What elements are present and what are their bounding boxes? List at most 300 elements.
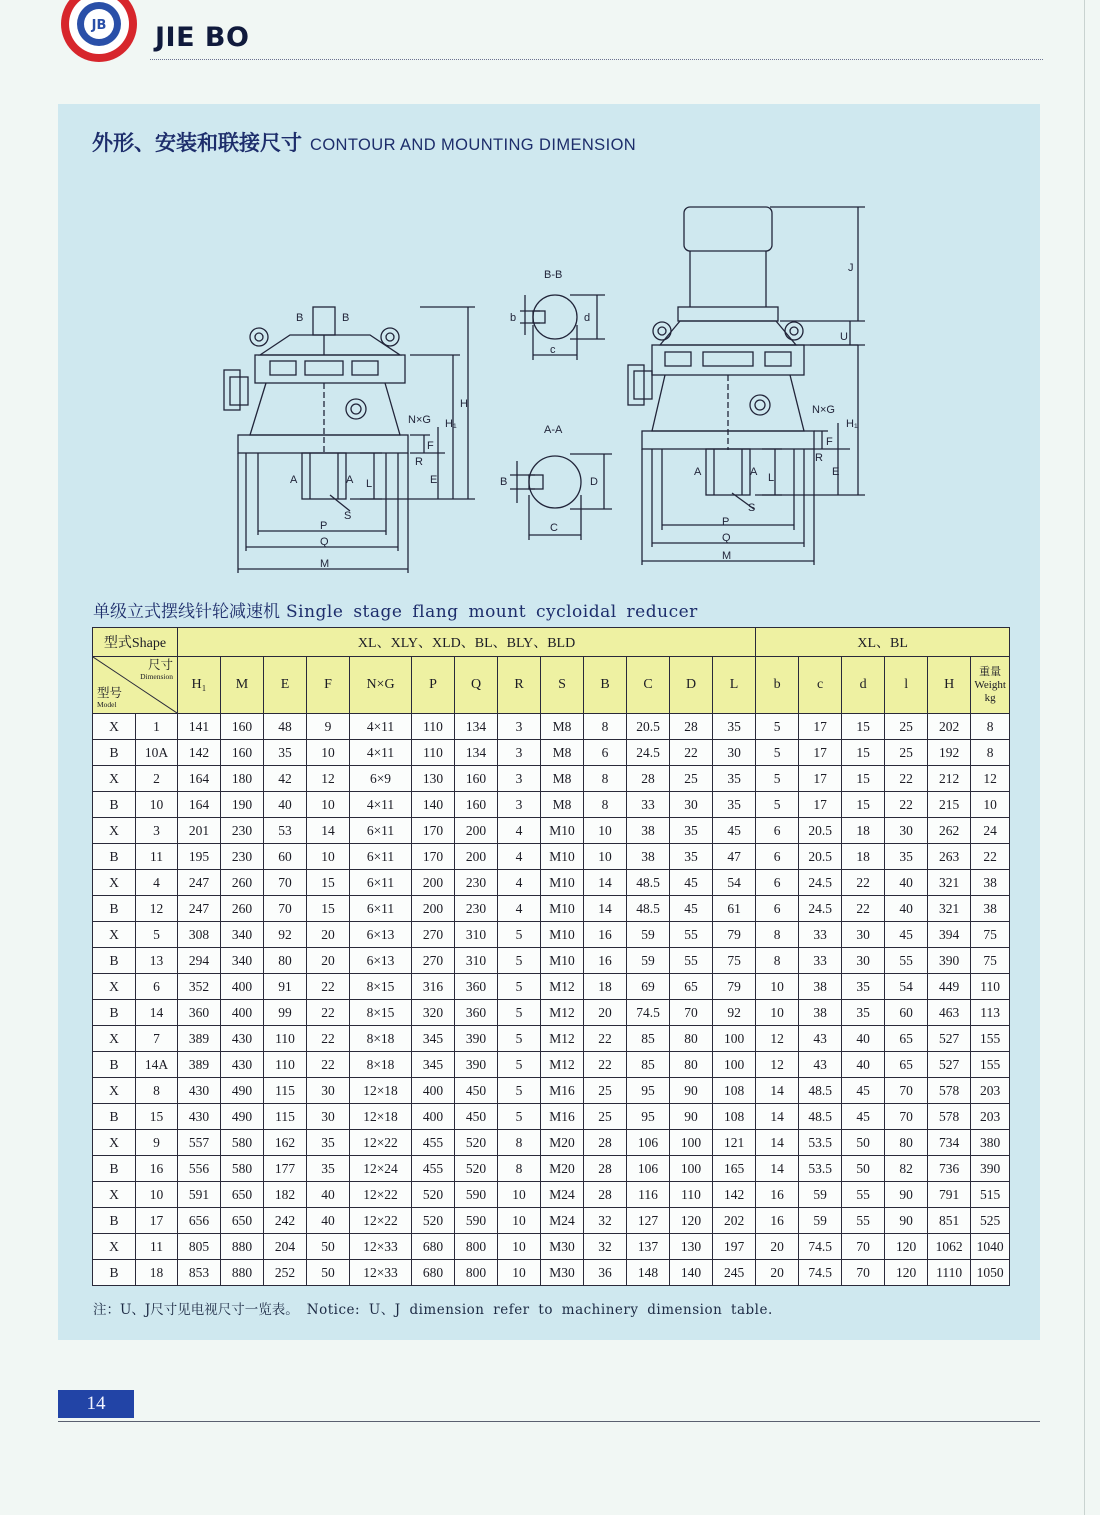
table-cell: 5 [756,792,799,818]
table-cell: M12 [541,1026,584,1052]
dimension-table [92,627,1010,1286]
table-cell: 162 [264,1130,307,1156]
model-number-cell: 10A [136,740,178,766]
table-cell: 100 [670,1130,713,1156]
dim-label: C [550,522,558,534]
table-cell: 580 [221,1156,264,1182]
table-cell: M16 [541,1104,584,1130]
table-cell: 53 [264,818,307,844]
column-header: M [221,657,264,714]
corner-model-cn: 型号 [97,686,123,700]
shape-label: 型式Shape [93,628,178,657]
table-cell: 95 [627,1078,670,1104]
table-cell: 10 [584,844,627,870]
table-cell: 8×15 [350,974,412,1000]
table-cell: 24 [971,818,1010,844]
left-reducer-drawing [224,307,475,573]
table-cell: 242 [264,1208,307,1234]
table-cell: 12×22 [350,1130,412,1156]
table-cell: 791 [928,1182,971,1208]
table-cell: M10 [541,922,584,948]
table-cell: 10 [584,818,627,844]
table-cell: M24 [541,1182,584,1208]
table-cell: 260 [221,896,264,922]
table-cell: M30 [541,1260,584,1286]
table-cell: M10 [541,818,584,844]
dim-label: L [768,472,775,484]
dim-label: B [296,312,304,324]
page-edge-line [1084,0,1085,1515]
table-cell: 8 [756,948,799,974]
table-cell: 14 [584,870,627,896]
table-cell: 736 [928,1156,971,1182]
table-cell: 800 [455,1260,498,1286]
model-number-cell: 9 [136,1130,178,1156]
table-cell: 6 [756,844,799,870]
model-type-cell: X [93,714,136,740]
table-cell: 14 [756,1156,799,1182]
table-cell: 578 [928,1078,971,1104]
table-cell: 800 [455,1234,498,1260]
table-cell: 70 [670,1000,713,1026]
table-cell: 5 [756,766,799,792]
column-header: b [756,657,799,714]
table-cell: 33 [799,948,842,974]
table-cell: 12×18 [350,1104,412,1130]
table-cell: 35 [670,818,713,844]
table-cell: 6×11 [350,844,412,870]
table-cell: 43 [799,1052,842,1078]
table-cell: 17 [799,766,842,792]
dim-label: L [366,478,373,490]
table-cell: 40 [842,1026,885,1052]
table-cell: 12×33 [350,1234,412,1260]
table-title [93,597,698,622]
model-number-cell: 11 [136,844,178,870]
table-cell: 115 [264,1104,307,1130]
table-cell: M12 [541,974,584,1000]
dim-label: N×G [408,414,431,426]
table-cell: 28 [584,1156,627,1182]
table-cell: 70 [885,1104,928,1130]
table-cell: 6×13 [350,922,412,948]
table-cell: 35 [307,1156,350,1182]
table-cell: 24.5 [627,740,670,766]
table-cell: 40 [885,896,928,922]
table-cell: 215 [928,792,971,818]
brand-name: JIE BO [155,22,250,53]
table-cell: 20 [584,1000,627,1026]
table-cell: 5 [498,1078,541,1104]
table-cell: 520 [455,1156,498,1182]
table-cell: 5 [498,1104,541,1130]
model-number-cell: 17 [136,1208,178,1234]
table-cell: 38 [799,974,842,1000]
table-cell: 22 [971,844,1010,870]
table-cell: 75 [971,948,1010,974]
model-number-cell: 2 [136,766,178,792]
table-cell: 20.5 [799,844,842,870]
table-cell: 55 [842,1208,885,1234]
table-cell: 6 [584,740,627,766]
section-title-bb: B-B [544,269,563,281]
model-type-cell: X [93,1078,136,1104]
table-cell: 53.5 [799,1130,842,1156]
table-cell: 30 [307,1078,350,1104]
section-title-cn: 外形、安装和联接尺寸 [92,131,302,155]
table-cell: 30 [842,948,885,974]
table-cell: 165 [713,1156,756,1182]
table-cell: 17 [799,740,842,766]
table-cell: 308 [178,922,221,948]
table-cell: 59 [799,1182,842,1208]
table-cell: M10 [541,844,584,870]
table-cell: 22 [307,1026,350,1052]
table-cell: 80 [885,1130,928,1156]
table-cell: 320 [412,1000,455,1026]
column-header: B [584,657,627,714]
dim-label: P [320,520,328,532]
table-cell: 22 [584,1052,627,1078]
table-cell: 110 [412,714,455,740]
table-cell: 47 [713,844,756,870]
table-cell: 15 [842,792,885,818]
column-header: R [498,657,541,714]
table-cell: 12 [756,1026,799,1052]
table-cell: 430 [221,1052,264,1078]
table-cell: 200 [412,870,455,896]
table-cell: 851 [928,1208,971,1234]
table-row [93,818,1010,844]
table-cell: 360 [455,974,498,1000]
table-cell: 95 [627,1104,670,1130]
table-cell: M16 [541,1078,584,1104]
table-cell: 48.5 [627,870,670,896]
table-cell: 270 [412,948,455,974]
table-cell: 30 [713,740,756,766]
table-cell: 10 [756,974,799,1000]
table-cell: 28 [670,714,713,740]
table-cell: 310 [455,922,498,948]
table-cell: 45 [842,1104,885,1130]
table-cell: 28 [627,766,670,792]
table-cell: 200 [455,818,498,844]
table-cell: 5 [498,1052,541,1078]
table-cell: 316 [412,974,455,1000]
model-number-cell: 13 [136,948,178,974]
dim-label: B [500,476,508,488]
table-cell: 680 [412,1234,455,1260]
table-cell: 490 [221,1104,264,1130]
table-cell: 38 [627,844,670,870]
model-type-cell: B [93,1104,136,1130]
table-cell: 15 [842,766,885,792]
table-cell: 680 [412,1260,455,1286]
column-header: F [307,657,350,714]
table-cell: 90 [885,1182,928,1208]
table-row [93,896,1010,922]
table-cell: 12×33 [350,1260,412,1286]
table-cell: 155 [971,1052,1010,1078]
table-cell: 6 [756,870,799,896]
table-cell: 270 [412,922,455,948]
table-cell: 48.5 [627,896,670,922]
dim-label: A [750,466,758,478]
dim-label: E [832,466,840,478]
model-type-cell: X [93,1234,136,1260]
dim-label: b [510,312,517,324]
table-cell: 6 [756,818,799,844]
table-row [93,1052,1010,1078]
table-cell: 389 [178,1026,221,1052]
dim-label: R [815,452,823,464]
table-cell: 70 [885,1078,928,1104]
table-cell: 160 [455,792,498,818]
column-header: N×G [350,657,412,714]
footer-rule [58,1421,1040,1422]
table-cell: 3 [498,766,541,792]
table-cell: 3 [498,740,541,766]
group-header-xl-bl: XL、BL [756,628,1010,657]
table-cell: 14 [756,1078,799,1104]
table-cell: 520 [412,1208,455,1234]
model-number-cell: 11 [136,1234,178,1260]
table-cell: 25 [885,714,928,740]
table-cell: 43 [799,1026,842,1052]
table-cell: 650 [221,1182,264,1208]
dim-label: B [342,312,350,324]
table-cell: 25 [670,766,713,792]
table-cell: 578 [928,1104,971,1130]
table-cell: 35 [670,844,713,870]
model-number-cell: 1 [136,714,178,740]
table-cell: 25 [584,1078,627,1104]
table-cell: 182 [264,1182,307,1208]
table-cell: 6 [756,896,799,922]
table-cell: 4×11 [350,792,412,818]
table-cell: 6×9 [350,766,412,792]
table-cell: M10 [541,896,584,922]
table-cell: 17 [799,792,842,818]
table-cell: 310 [455,948,498,974]
technical-drawings [210,195,890,585]
dim-label: Q [722,532,731,544]
table-cell: 20.5 [799,818,842,844]
table-cell: 48.5 [799,1078,842,1104]
table-cell: 380 [971,1130,1010,1156]
table-row [93,974,1010,1000]
model-number-cell: 10 [136,792,178,818]
table-cell: 10 [971,792,1010,818]
table-cell: 400 [221,1000,264,1026]
table-row [93,1078,1010,1104]
table-cell: 22 [307,974,350,1000]
table-cell: 16 [584,922,627,948]
table-cell: 3 [498,792,541,818]
section-title [92,127,636,157]
table-cell: 65 [670,974,713,1000]
table-cell: 202 [928,714,971,740]
table-cell: 400 [221,974,264,1000]
dim-label: E [430,474,438,486]
table-cell: 8 [971,740,1010,766]
table-cell: 200 [455,844,498,870]
table-cell: 134 [455,740,498,766]
table-cell: 12 [307,766,350,792]
table-cell: 141 [178,714,221,740]
table-cell: 140 [670,1260,713,1286]
column-header: Q [455,657,498,714]
table-cell: 360 [455,1000,498,1026]
table-cell: 55 [885,948,928,974]
table-cell: 10 [498,1260,541,1286]
section-title-aa: A-A [544,424,563,436]
table-cell: 400 [412,1078,455,1104]
table-cell: 130 [412,766,455,792]
table-cell: 8 [971,714,1010,740]
table-cell: 16 [756,1208,799,1234]
table-cell: 106 [627,1130,670,1156]
model-type-cell: B [93,1260,136,1286]
table-cell: 30 [842,922,885,948]
table-cell: 61 [713,896,756,922]
table-cell: 16 [756,1182,799,1208]
model-number-cell: 14A [136,1052,178,1078]
model-number-cell: 12 [136,896,178,922]
table-row [93,1156,1010,1182]
weight-header [971,657,1010,714]
model-number-cell: 10 [136,1182,178,1208]
table-cell: 197 [713,1234,756,1260]
column-header: D [670,657,713,714]
table-cell: 24.5 [799,870,842,896]
dim-label: H₁ [445,418,457,430]
model-number-cell: 3 [136,818,178,844]
table-cell: 14 [756,1104,799,1130]
table-row [93,948,1010,974]
table-cell: 8×18 [350,1026,412,1052]
table-cell: M20 [541,1156,584,1182]
table-cell: 203 [971,1078,1010,1104]
table-cell: 450 [455,1104,498,1130]
footnote [93,1298,773,1318]
table-row [93,1234,1010,1260]
weight-header-unit: kg [984,691,996,704]
group-header-main: XL、XLY、XLD、BL、BLY、BLD [178,628,756,657]
table-cell: 389 [178,1052,221,1078]
table-cell: 75 [971,922,1010,948]
table-cell: 48.5 [799,1104,842,1130]
table-cell: 92 [713,1000,756,1026]
table-cell: 160 [221,740,264,766]
dim-label: M [320,558,330,570]
table-cell: 880 [221,1260,264,1286]
company-logo [58,0,140,66]
table-cell: 12×24 [350,1156,412,1182]
table-cell: 54 [713,870,756,896]
table-cell: 10 [307,792,350,818]
table-cell: 36 [584,1260,627,1286]
table-cell: 12×22 [350,1208,412,1234]
model-type-cell: X [93,922,136,948]
table-cell: 120 [670,1208,713,1234]
table-cell: 200 [412,896,455,922]
table-cell: 33 [799,922,842,948]
table-cell: 880 [221,1234,264,1260]
table-cell: 170 [412,844,455,870]
table-cell: 40 [307,1182,350,1208]
model-type-cell: B [93,1156,136,1182]
table-cell: 38 [627,818,670,844]
table-cell: 230 [455,870,498,896]
table-cell: 24.5 [799,896,842,922]
table-cell: 48 [264,714,307,740]
table-cell: 345 [412,1026,455,1052]
table-title-cn: 单级立式摆线针轮减速机 [93,602,280,622]
table-cell: 455 [412,1156,455,1182]
table-cell: 65 [885,1026,928,1052]
table-header-columns-row [93,657,1010,714]
table-row [93,714,1010,740]
table-cell: 580 [221,1130,264,1156]
column-header: S [541,657,584,714]
table-cell: 55 [670,948,713,974]
dim-label: A [346,474,354,486]
table-cell: 35 [713,714,756,740]
table-cell: 212 [928,766,971,792]
table-cell: 14 [307,818,350,844]
table-cell: 656 [178,1208,221,1234]
table-cell: 556 [178,1156,221,1182]
table-cell: M10 [541,870,584,896]
table-cell: 390 [928,948,971,974]
table-cell: 70 [842,1260,885,1286]
corner-header [93,657,178,714]
table-cell: 10 [498,1208,541,1234]
table-cell: 45 [670,896,713,922]
table-cell: 590 [455,1208,498,1234]
table-cell: 120 [885,1260,928,1286]
table-cell: 430 [178,1078,221,1104]
table-cell: 32 [584,1208,627,1234]
table-cell: 17 [799,714,842,740]
table-cell: 6×13 [350,948,412,974]
table-cell: 203 [971,1104,1010,1130]
table-cell: 110 [670,1182,713,1208]
column-header: c [799,657,842,714]
table-cell: 5 [756,740,799,766]
table-cell: 170 [412,818,455,844]
model-type-cell: X [93,1026,136,1052]
table-cell: 455 [412,1130,455,1156]
table-cell: 390 [455,1026,498,1052]
table-cell: 16 [584,948,627,974]
table-cell: M30 [541,1234,584,1260]
corner-model-en: Model [97,700,117,709]
model-number-cell: 5 [136,922,178,948]
table-cell: 201 [178,818,221,844]
model-type-cell: B [93,948,136,974]
table-cell: 59 [799,1208,842,1234]
table-cell: 520 [455,1130,498,1156]
table-body [93,714,1010,1286]
dim-label: c [550,344,556,356]
table-cell: 20 [307,948,350,974]
dim-label: F [826,436,833,448]
table-cell: 260 [221,870,264,896]
table-cell: 430 [178,1104,221,1130]
table-cell: 4×11 [350,740,412,766]
